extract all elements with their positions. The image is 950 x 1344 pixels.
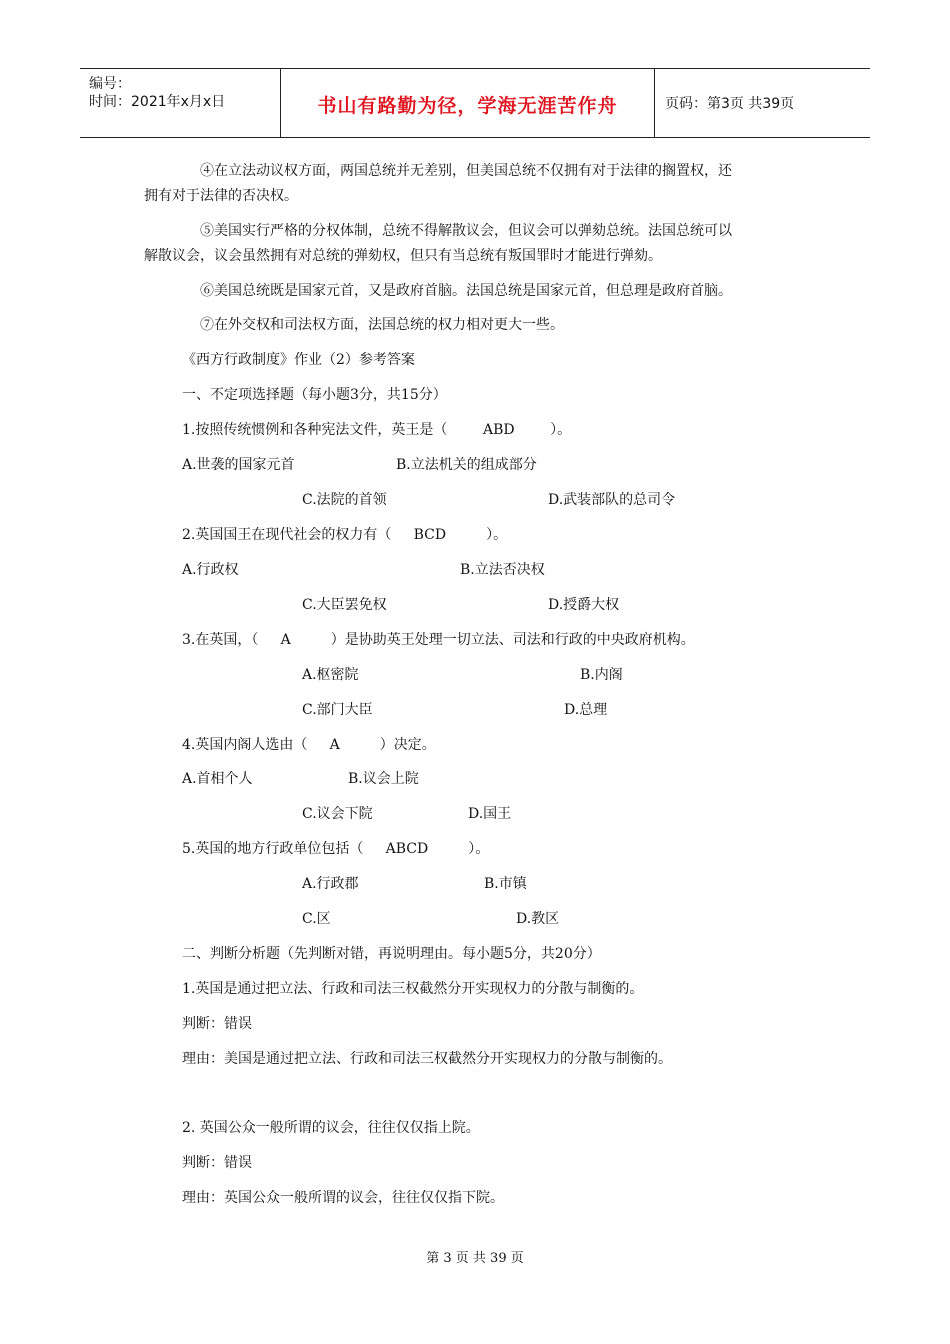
question: 4.英国内阁人选由（ A ）决定。 (182, 737, 436, 753)
header-page-cell (655, 69, 870, 137)
text-line: 拥有对于法律的否决权。 (144, 188, 298, 204)
option: D.总理 (564, 702, 608, 718)
document-number-label: 编号： (89, 76, 131, 92)
question: 5.英国的地方行政单位包括（ ABCD ）。 (182, 841, 490, 857)
option: C.区 (302, 911, 331, 927)
document-date: 时间：2021年x月x日 (89, 94, 226, 110)
option: C.部门大臣 (302, 702, 373, 718)
question: 1.英国是通过把立法、行政和司法三权截然分开实现权力的分散与制衡的。 (182, 981, 644, 997)
question: 1.按照传统惯例和各种宪法文件，英王是（ ABD ）。 (182, 422, 572, 438)
text-line: ⑦在外交权和司法权方面，法国总统的权力相对更大一些。 (200, 317, 564, 333)
option: B.议会上院 (348, 771, 419, 787)
header-motto: 书山有路勤为径，学海无涯苦作舟 (317, 94, 618, 117)
reason: 理由：英国公众一般所谓的议会，往往仅仅指下院。 (182, 1190, 504, 1206)
text-line: ⑥美国总统既是国家元首，又是政府首脑。法国总统是国家元首，但总理是政府首脑。 (200, 283, 732, 299)
option: B.内阁 (580, 667, 623, 683)
section-heading: 二、判断分析题（先判断对错，再说明理由。每小题5分，共20分） (182, 946, 601, 962)
question: 2.英国国王在现代社会的权力有（ BCD ）。 (182, 527, 508, 543)
option: C.议会下院 (302, 806, 373, 822)
judgment: 判断：错误 (182, 1155, 252, 1171)
option: A.行政郡 (302, 876, 359, 892)
text-line: ④在立法动议权方面，两国总统并无差别，但美国总统不仅拥有对于法律的搁置权，还 (200, 163, 732, 179)
section-heading: 一、不定项选择题（每小题3分，共15分） (182, 387, 447, 403)
option: B.立法否决权 (460, 562, 545, 578)
option: A.枢密院 (302, 667, 359, 683)
judgment: 判断：错误 (182, 1016, 252, 1032)
option: A.行政权 (182, 562, 239, 578)
option: D.国王 (468, 806, 512, 822)
section-title: 《西方行政制度》作业（2）参考答案 (182, 352, 415, 368)
option: B.市镇 (484, 876, 527, 892)
page-footer: 第 3 页 共 39 页 (426, 1251, 524, 1266)
option: D.授爵大权 (548, 597, 620, 613)
header-meta (80, 69, 281, 137)
page-header (80, 68, 870, 138)
option: A.世袭的国家元首 (182, 457, 295, 473)
option: C.大臣罢免权 (302, 597, 387, 613)
option: B.立法机关的组成部分 (396, 457, 537, 473)
question: 3.在英国，（ A ）是协助英王处理一切立法、司法和行政的中央政府机构。 (182, 632, 695, 648)
option: C.法院的首领 (302, 492, 387, 508)
text-line: 解散议会，议会虽然拥有对总统的弹劾权，但只有当总统有叛国罪时才能进行弹劾。 (144, 248, 662, 264)
option: D.武装部队的总司令 (548, 492, 676, 508)
option: D.教区 (516, 911, 560, 927)
text-line: ⑤美国实行严格的分权体制，总统不得解散议会，但议会可以弹劾总统。法国总统可以 (200, 223, 732, 239)
header-motto-cell (281, 69, 655, 137)
question: 2. 英国公众一般所谓的议会，往往仅仅指上院。 (182, 1120, 480, 1136)
reason: 理由：美国是通过把立法、行政和司法三权截然分开实现权力的分散与制衡的。 (182, 1051, 672, 1067)
header-page-info: 页码：第3页 共39页 (665, 96, 795, 112)
option: A.首相个人 (182, 771, 253, 787)
